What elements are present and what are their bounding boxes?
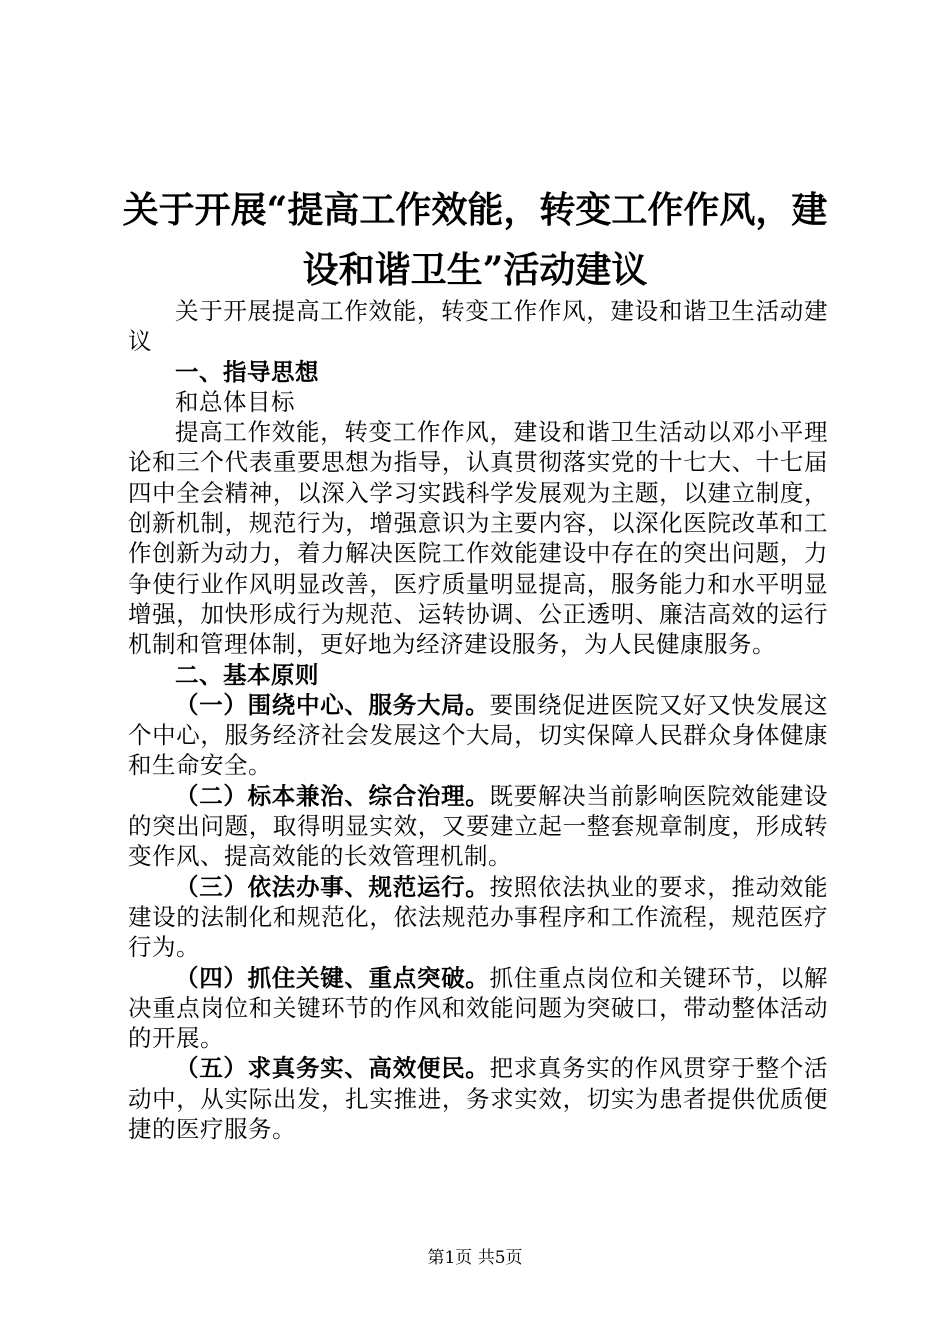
principle-paragraph	[128, 872, 828, 963]
principle-text: 要围绕促进医院又好又快发展这个中心，服务经济社会发展这个大局，切实保障人民群众身体健康和生命安全。	[128, 690, 828, 780]
document-body	[128, 296, 828, 1144]
section-1-paragraph: 提高工作效能，转变工作作风，建设和谐卫生活动以邓小平理论和三个代表重要思想为指导，认真贯彻落实党的十七大、十七届四中全会精神，以深入学习实践科学发展观为主题，以建立制度，创新机制，规范行为，增强意识为主要内容，以深化医院改革和工作创新为动力，着力解决医院工作效能建设中存在的突出问题，力争使行业作风明显改善，医疗质量明显提高，服务能力和水平明显增强，加快形成行为规范、运转协调、公正透明、廉洁高效的运行机制和管理体制，更好地为经济建设服务，为人民健康服务。	[128, 418, 828, 659]
section-2-heading: 二、基本原则	[175, 660, 319, 689]
principle-text: 按照依法执业的要求，推动效能建设的法制化和规范化，依法规范办事程序和工作流程，规范医疗行为。	[128, 872, 828, 962]
principle-title: （二）标本兼治、综合治理。	[175, 781, 490, 810]
section-1-heading: 一、指导思想	[175, 357, 319, 386]
principle-title: （四）抓住关键、重点突破。	[175, 963, 490, 992]
principle-title: （五）求真务实、高效便民。	[175, 1054, 490, 1083]
document-title-line-1: 关于开展“提高工作效能，转变工作作风，建	[122, 189, 828, 231]
section-1-subheading: 和总体目标	[175, 387, 295, 416]
page-number-footer: 第1页 共5页	[427, 1248, 523, 1268]
principle-title: （三）依法办事、规范运行。	[175, 872, 490, 901]
intro-paragraph: 关于开展提高工作效能，转变工作作风，建设和谐卫生活动建议	[128, 297, 828, 356]
principle-text: 把求真务实的作风贯穿于整个活动中，从实际出发，扎实推进，务求实效，切实为患者提供优质便捷的医疗服务。	[128, 1054, 828, 1144]
document-title-line-2: 设和谐卫生”活动建议	[302, 249, 648, 291]
principle-title: （一）围绕中心、服务大局。	[175, 690, 490, 719]
principle-paragraph	[128, 963, 828, 1054]
principle-paragraph	[128, 690, 828, 781]
principle-paragraph	[128, 781, 828, 872]
principle-paragraph	[128, 1053, 828, 1144]
principle-text: 既要解决当前影响医院效能建设的突出问题，取得明显实效，又要建立起一整套规章制度，形成转变作风、提高效能的长效管理机制。	[128, 781, 828, 871]
principle-text: 抓住重点岗位和关键环节，以解决重点岗位和关键环节的作风和效能问题为突破口，带动整体活动的开展。	[128, 963, 828, 1053]
